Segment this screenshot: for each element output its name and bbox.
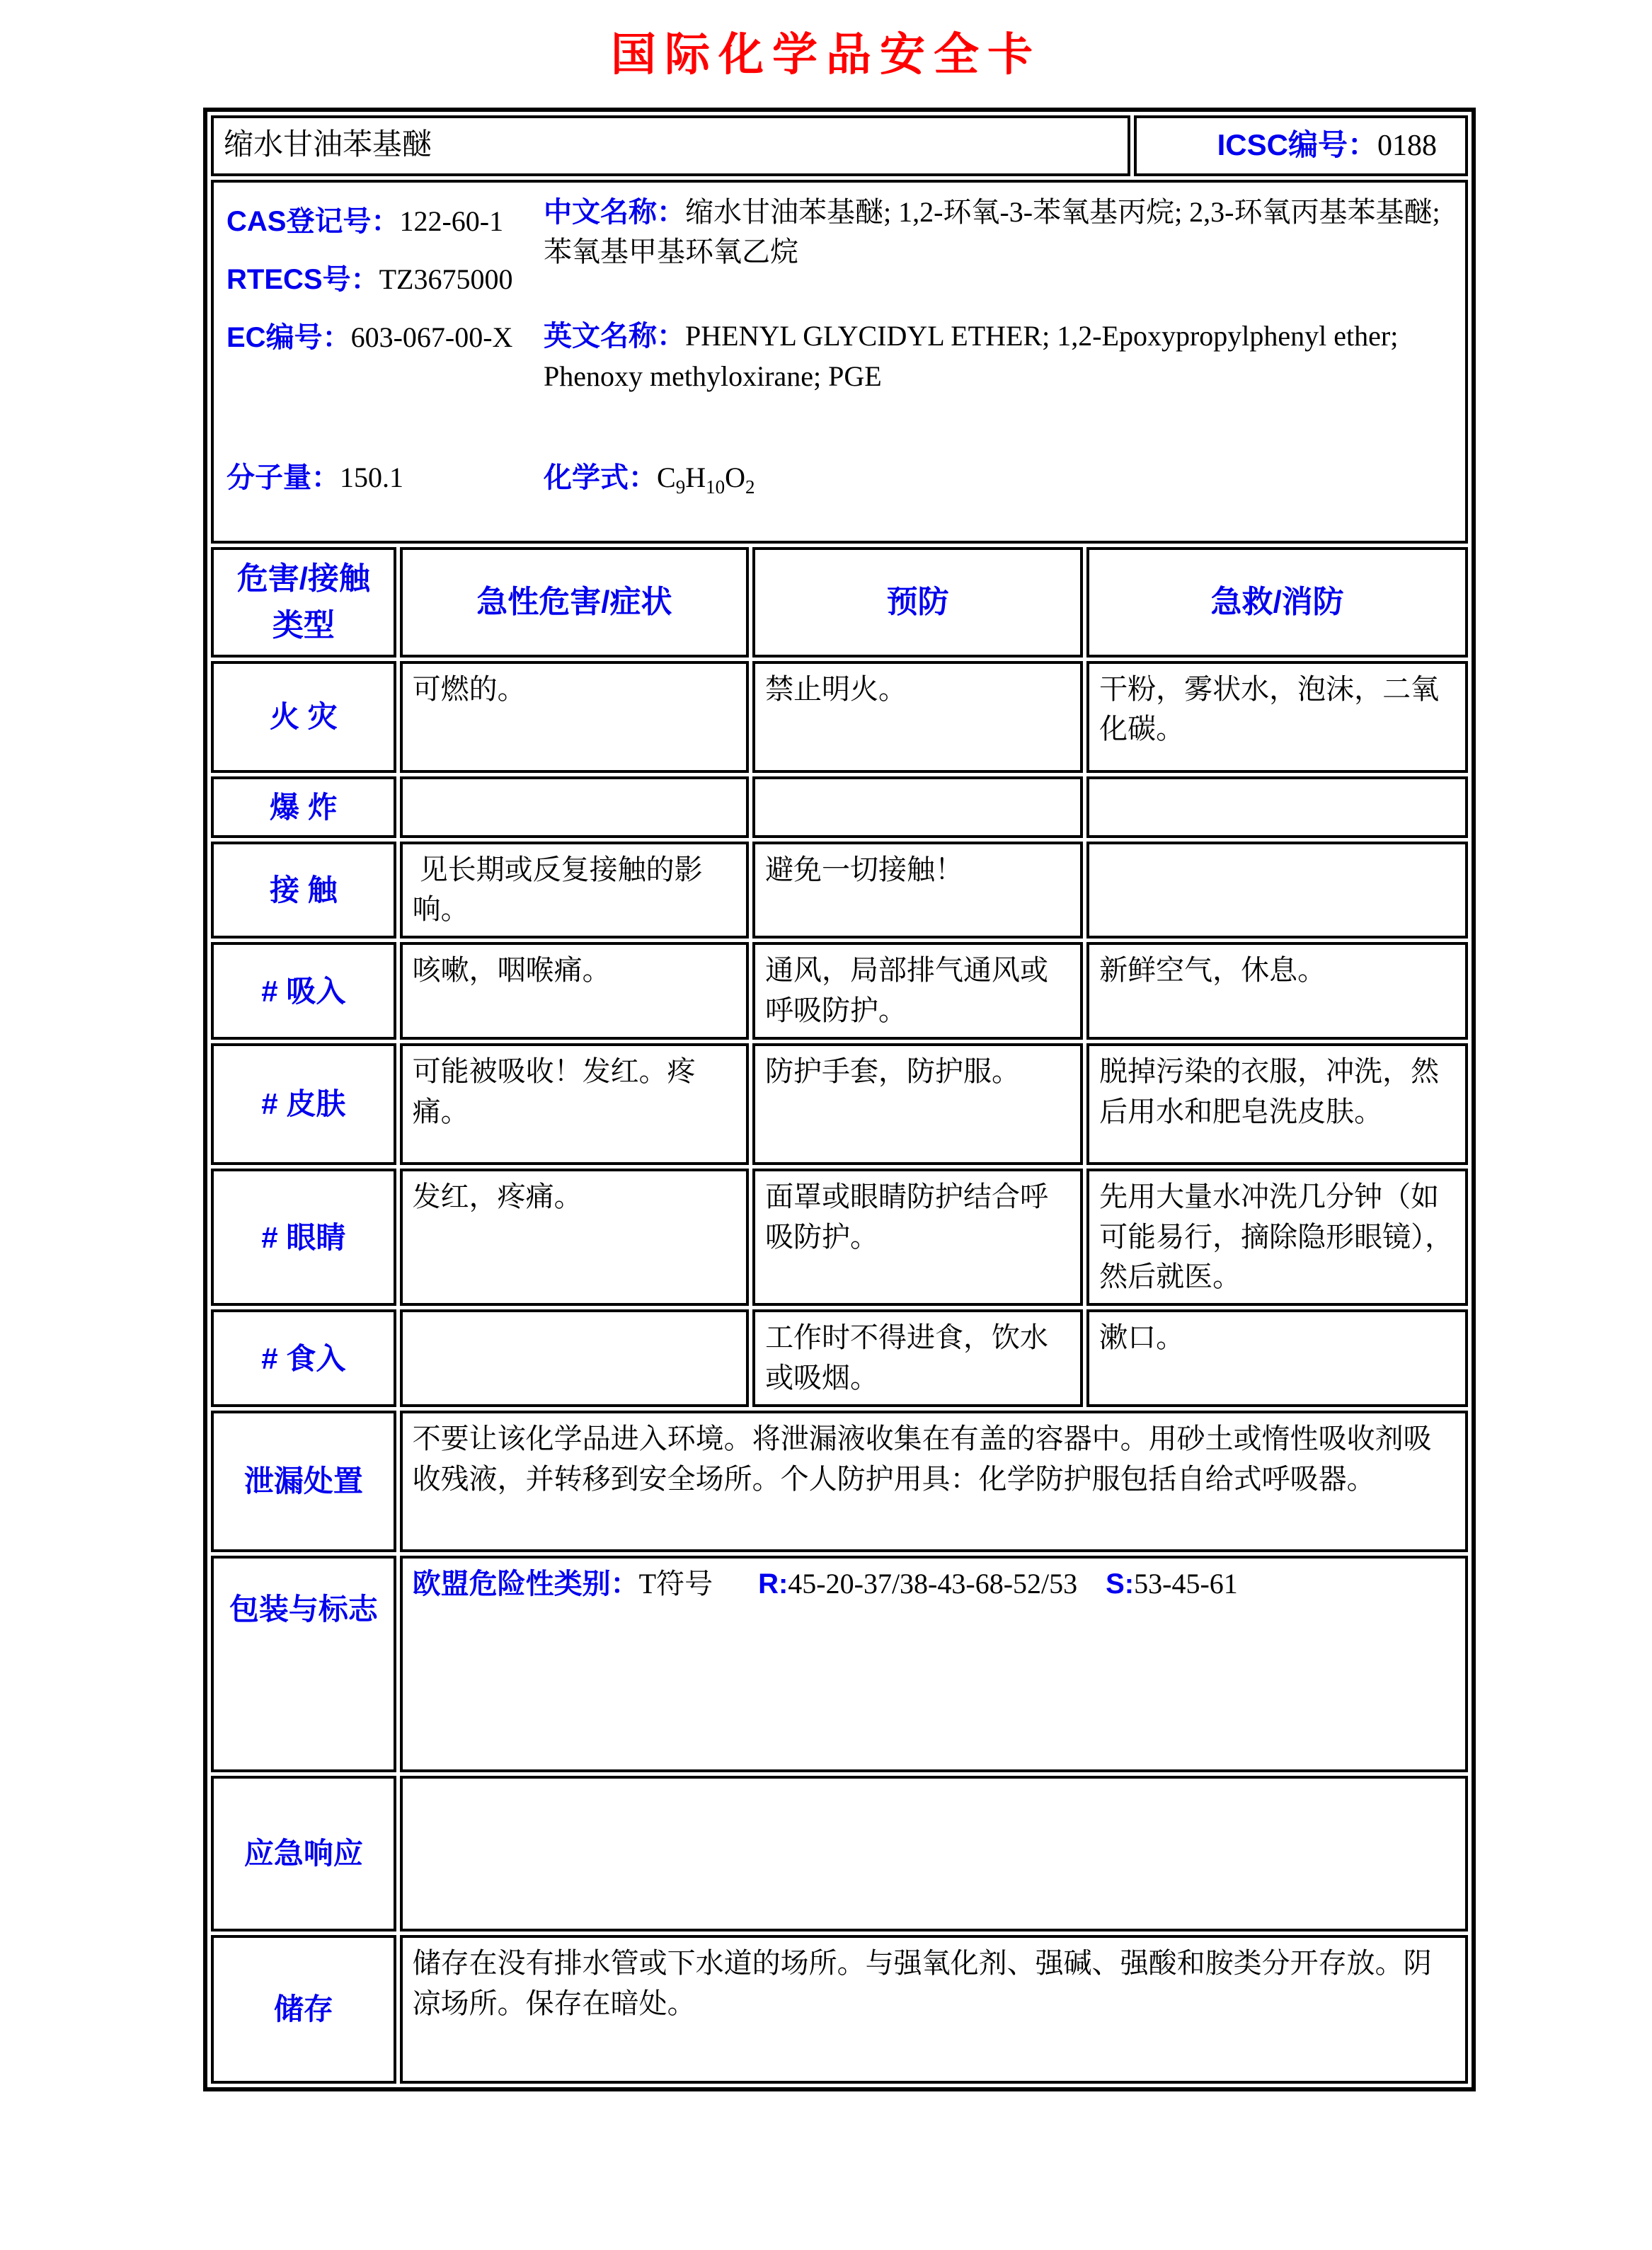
fire-response: 干粉，雾状水，泡沫，二氧化碳。 <box>1086 661 1468 773</box>
formula-element-1: C <box>657 461 676 493</box>
substance-names <box>531 193 1452 397</box>
section-label-emergency: 应急响应 <box>211 1776 396 1932</box>
ingestion-prevention: 工作时不得进食，饮水或吸烟。 <box>752 1309 1083 1407</box>
eyes-prevention: 面罩或眼睛防护结合呼吸防护。 <box>752 1169 1083 1306</box>
s-phrases-value: 53-45-61 <box>1134 1567 1238 1600</box>
ec-value: 603-067-00-X <box>350 321 513 353</box>
r-phrases-label: R: <box>758 1568 788 1600</box>
chemical-formula <box>657 461 755 498</box>
contact-prevention: 避免一切接触！ <box>752 842 1083 939</box>
storage-content: 储存在没有排水管或下水道的场所。与强氧化剂、强碱、强酸和胺类分开存放。阴凉场所。保存在暗处。 <box>400 1935 1468 2084</box>
cas-line <box>226 193 531 251</box>
registry-ids <box>226 193 531 397</box>
ec-line <box>226 309 531 367</box>
page-title: 国际化学品安全卡 <box>611 29 1041 80</box>
substance-name <box>211 115 1130 176</box>
ingestion-response: 漱口。 <box>1086 1309 1468 1407</box>
identity-cell <box>211 180 1468 544</box>
chemical-formula-label: 化学式： <box>544 461 657 493</box>
rtecs-line <box>226 251 531 309</box>
cas-label: CAS登记号： <box>226 205 400 237</box>
section-row-storage <box>211 1935 1468 2084</box>
english-name-value: PHENYL GLYCIDYL ETHER; 1,2-Epoxypropylphenyl ether; Phenoxy methyloxirane; PGE <box>544 320 1399 393</box>
hazard-row-inhalation <box>211 942 1468 1040</box>
row-label-skin: # 皮肤 <box>211 1043 396 1165</box>
identity-top <box>226 193 1452 397</box>
card-header-row <box>211 115 1468 176</box>
row-label-fire: 火 灾 <box>211 661 396 773</box>
fire-symptoms: 可燃的。 <box>400 661 749 773</box>
inhalation-response: 新鲜空气，休息。 <box>1086 942 1468 1040</box>
section-label-packaging: 包装与标志 <box>211 1556 396 1772</box>
safety-card-table <box>203 108 1476 2091</box>
eu-hazard-class-value: T符号 <box>638 1567 713 1600</box>
formula-element-2: H <box>685 461 706 493</box>
ingestion-symptoms <box>400 1309 749 1407</box>
identity-bottom <box>226 458 1452 500</box>
formula-subscript-3: 2 <box>745 476 755 498</box>
hazard-row-skin <box>211 1043 1468 1165</box>
r-phrases-value: 45-20-37/38-43-68-52/53 <box>788 1567 1078 1600</box>
emergency-content <box>400 1776 1468 1932</box>
eyes-symptoms: 发红，疼痛。 <box>400 1169 749 1306</box>
formula-element-3: O <box>725 461 745 493</box>
contact-response <box>1086 842 1468 939</box>
explosion-response <box>1086 776 1468 838</box>
s-phrases-label: S: <box>1106 1568 1135 1600</box>
section-row-packaging <box>211 1556 1468 1772</box>
safety-card <box>203 108 1476 2091</box>
fire-prevention: 禁止明火。 <box>752 661 1083 773</box>
skin-response: 脱掉污染的衣服，冲洗，然后用水和肥皂洗皮肤。 <box>1086 1043 1468 1165</box>
section-label-spill: 泄漏处置 <box>211 1411 396 1552</box>
hazard-header-row <box>211 547 1468 658</box>
icsc-number: 0188 <box>1377 130 1437 162</box>
chinese-name-value: 缩水甘油苯基醚; 1,2-环氧-3-苯氧基丙烷; 2,3-环氧丙基苯基醚; 苯氧基甲基环氧乙烷 <box>544 195 1440 268</box>
formula-subscript-2: 10 <box>706 476 725 498</box>
hazard-row-fire <box>211 661 1468 773</box>
section-row-spill <box>211 1411 1468 1552</box>
rtecs-value: TZ3675000 <box>379 263 513 295</box>
spill-content: 不要让该化学品进入环境。将泄漏液收集在有盖的容器中。用砂土或惰性吸收剂吸收残液，并转移到安全场所。个人防护用具：化学防护服包括自给式呼吸器。 <box>400 1411 1468 1552</box>
section-label-storage: 储存 <box>211 1935 396 2084</box>
ec-label: EC编号： <box>226 321 351 353</box>
icsc-number-cell <box>1134 115 1468 176</box>
contact-symptoms: 见长期或反复接触的影响。 <box>400 842 749 939</box>
formula-subscript-1: 9 <box>675 476 686 498</box>
row-label-inhalation: # 吸入 <box>211 942 396 1040</box>
chinese-name-line <box>544 193 1452 273</box>
molecular-weight-line <box>226 458 544 500</box>
rtecs-label: RTECS号： <box>226 263 379 295</box>
skin-prevention: 防护手套，防护服。 <box>752 1043 1083 1165</box>
explosion-prevention <box>752 776 1083 838</box>
row-label-contact: 接 触 <box>211 842 396 939</box>
hazard-row-explosion <box>211 776 1468 838</box>
english-name-label: 英文名称： <box>544 321 685 352</box>
hazard-row-eyes <box>211 1169 1468 1306</box>
molecular-weight-label: 分子量： <box>226 461 340 493</box>
inhalation-symptoms: 咳嗽，咽喉痛。 <box>400 942 749 1040</box>
hazard-row-ingestion <box>211 1309 1468 1407</box>
icsc-label: ICSC编号： <box>1217 128 1377 161</box>
chinese-name-label: 中文名称： <box>544 196 685 228</box>
eyes-response: 先用大量水冲洗几分钟（如可能易行，摘除隐形眼镜），然后就医。 <box>1086 1169 1468 1306</box>
hazard-row-contact <box>211 842 1468 939</box>
section-row-emergency <box>211 1776 1468 1932</box>
explosion-symptoms <box>400 776 749 838</box>
cas-value: 122-60-1 <box>399 205 504 237</box>
packaging-content <box>400 1556 1468 1772</box>
row-label-eyes: # 眼睛 <box>211 1169 396 1306</box>
column-header-type: 危害/接触类型 <box>211 547 396 658</box>
row-label-explosion: 爆 炸 <box>211 776 396 838</box>
inhalation-prevention: 通风，局部排气通风或呼吸防护。 <box>752 942 1083 1040</box>
molecular-weight-value: 150.1 <box>340 461 403 493</box>
column-header-symptoms: 急性危害/症状 <box>400 547 749 658</box>
column-header-response: 急救/消防 <box>1086 547 1468 658</box>
substance-name-text: 缩水甘油苯基醚 <box>224 129 432 161</box>
english-name-line <box>544 316 1452 397</box>
skin-symptoms: 可能被吸收！发红。疼痛。 <box>400 1043 749 1165</box>
column-header-prevention: 预防 <box>752 547 1083 658</box>
eu-hazard-class-label: 欧盟危险性类别： <box>412 1568 639 1600</box>
chemical-formula-line <box>544 458 755 500</box>
identity-row <box>211 180 1468 544</box>
row-label-ingestion: # 食入 <box>211 1309 396 1407</box>
